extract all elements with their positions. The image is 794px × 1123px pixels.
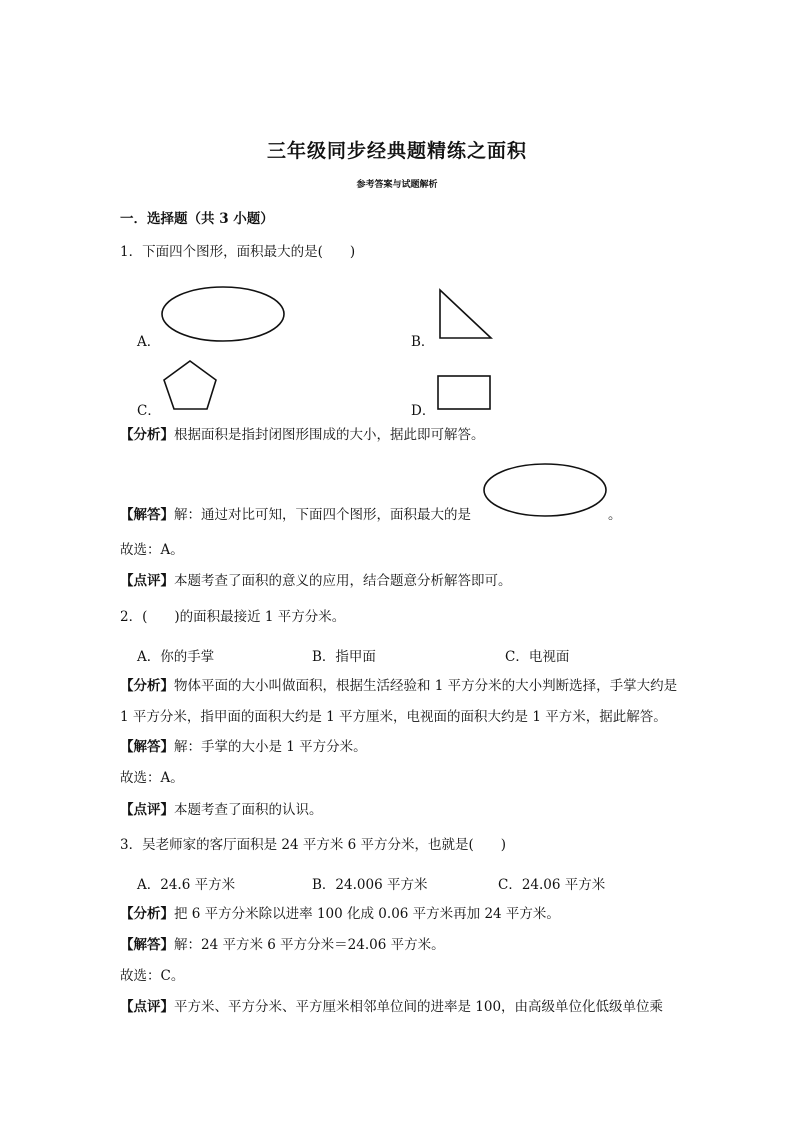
q2-analysis bbox=[120, 677, 677, 695]
q2-analysis-text-2: 1 平方分米，指甲面的面积大约是 1 平方厘米，电视面的面积大约是 1 平方米，据此解答。 bbox=[120, 709, 667, 725]
q3-option-a: A．24.6 平方米 bbox=[137, 877, 236, 893]
q1-solution bbox=[120, 506, 471, 524]
q1-stem: 1．下面四个图形，面积最大的是( ) bbox=[120, 244, 356, 260]
q3-comment-text: 平方米、平方分米、平方厘米相邻单位间的进率是 100，由高级单位化低级单位乘 bbox=[174, 999, 664, 1015]
rectangle-figure bbox=[436, 373, 494, 413]
q1-choice: 故选：A。 bbox=[120, 542, 184, 558]
q1-comment-text: 本题考查了面积的意义的应用，结合题意分析解答即可。 bbox=[174, 573, 512, 589]
q2-comment-text: 本题考查了面积的认识。 bbox=[174, 802, 323, 818]
q3-choice: 故选：C。 bbox=[120, 968, 185, 984]
page-subtitle: 参考答案与试题解析 bbox=[356, 180, 438, 190]
q2-option-b: B．指甲面 bbox=[312, 649, 376, 665]
q1-analysis-text: 根据面积是指封闭图形围成的大小，据此即可解答。 bbox=[174, 427, 485, 443]
triangle-figure bbox=[436, 288, 496, 343]
q1-option-b-label: B． bbox=[411, 334, 435, 350]
q2-stem: 2．( )的面积最接近 1 平方分米。 bbox=[120, 609, 346, 625]
q2-option-a: A．你的手掌 bbox=[137, 649, 215, 665]
q2-comment bbox=[120, 801, 323, 819]
q3-solution-text: 解：24 平方米 6 平方分米＝24.06 平方米。 bbox=[174, 937, 445, 953]
q1-option-a-label: A． bbox=[137, 334, 161, 350]
q2-option-c: C．电视面 bbox=[505, 649, 570, 665]
q3-solution bbox=[120, 936, 445, 954]
solution-tag: 【解答】 bbox=[120, 739, 174, 755]
q1-solution-end: 。 bbox=[608, 507, 622, 523]
comment-tag: 【点评】 bbox=[120, 999, 174, 1015]
comment-tag: 【点评】 bbox=[120, 802, 174, 818]
comment-tag: 【点评】 bbox=[120, 573, 174, 589]
q3-option-b: B．24.006 平方米 bbox=[312, 877, 428, 893]
solution-tag: 【解答】 bbox=[120, 507, 174, 523]
q2-choice: 故选：A。 bbox=[120, 770, 184, 786]
q1-option-c-label: C． bbox=[137, 403, 161, 419]
q3-option-c: C．24.06 平方米 bbox=[498, 877, 606, 893]
page-title: 三年级同步经典题精练之面积 bbox=[266, 140, 527, 162]
solution-tag: 【解答】 bbox=[120, 937, 174, 953]
q3-comment bbox=[120, 998, 663, 1016]
answer-ellipse-figure bbox=[482, 462, 610, 520]
pentagon-figure bbox=[160, 358, 222, 413]
q1-comment bbox=[120, 572, 512, 590]
q1-analysis bbox=[120, 426, 485, 444]
q1-option-d-label: D． bbox=[411, 403, 436, 419]
q3-analysis bbox=[120, 905, 560, 923]
ellipse-figure bbox=[160, 285, 290, 345]
analysis-tag: 【分析】 bbox=[120, 678, 174, 694]
analysis-tag: 【分析】 bbox=[120, 906, 174, 922]
section-heading: 一．选择题（共 3 小题） bbox=[120, 211, 274, 227]
analysis-tag: 【分析】 bbox=[120, 427, 174, 443]
q3-analysis-text: 把 6 平方分米除以进率 100 化成 0.06 平方米再加 24 平方米。 bbox=[174, 906, 560, 922]
q3-stem: 3．吴老师家的客厅面积是 24 平方米 6 平方分米，也就是( ) bbox=[120, 837, 507, 853]
q2-solution-text: 解：手掌的大小是 1 平方分米。 bbox=[174, 739, 367, 755]
q2-analysis-text-1: 物体平面的大小叫做面积，根据生活经验和 1 平方分米的大小判断选择，手掌大约是 bbox=[174, 678, 678, 694]
q2-solution bbox=[120, 738, 367, 756]
q1-solution-text: 解：通过对比可知，下面四个图形，面积最大的是 bbox=[174, 507, 471, 523]
